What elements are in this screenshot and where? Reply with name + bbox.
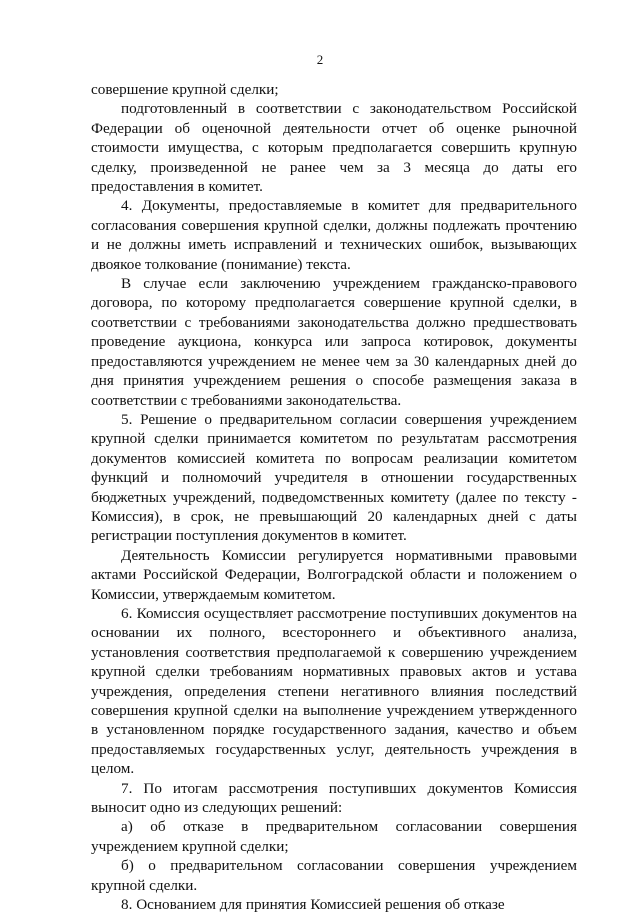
document-body — [91, 80, 577, 914]
paragraph: подготовленный в соответствии с законодательством Российской Федерации об оценочной деятельности отчет об оценке рыночной стоимости имущества, с которым предполагается совершить крупную сделку, произведенной не ранее чем за 3 месяца до даты его предоставления в комитет. — [91, 100, 577, 196]
paragraph: б) о предварительном согласовании совершения учреждением крупной сделки. — [91, 857, 577, 894]
paragraph: а) об отказе в предварительном согласовании совершения учреждением крупной сделки; — [91, 818, 577, 855]
paragraph: 4. Документы, предоставляемые в комитет для предварительного согласования совершения крупной сделки, должны подлежать прочтению и не должны иметь исправлений и технических ошибок, вызывающих двоякое толкование (понимание) текста. — [91, 197, 577, 273]
page-number: 2 — [316, 52, 324, 67]
paragraph: 6. Комиссия осуществляет рассмотрение поступивших документов на основании их полного, всестороннего и объективного анализа, установления соответствия предполагаемой к совершению учреждением крупной сделки требованиям нормативных правовых актов и устава учреждения, определения степени негативного влияния последствий совершения крупной сделки на выполнение учреждением утвержденного в установленном порядке государственного задания, качество и объем предоставляемых государственных услуг, деятельность учреждения в целом. — [91, 604, 577, 778]
paragraph: 5. Решение о предварительном согласии совершения учреждением крупной сделки принимается комитетом по результатам рассмотрения документов комиссией комитета по вопросам реализации комитетом функций и полномочий учредителя в отношении государственных бюджетных учреждений, подведомственных комитету (далее по тексту - Комиссия), в срок, не превышающий 20 календарных дней с даты регистрации поступления документов в комитет. — [91, 410, 577, 545]
paragraph: В случае если заключению учреждением гражданско-правового договора, по которому предполагается совершение крупной сделки, в соответствии с требованиями законодательства должно предшествовать проведение аукциона, конкурса или запроса котировок, документы предоставляются учреждением не менее чем за 30 календарных дней до дня принятия учреждением решения о способе размещения заказа в соответствии с требованиями законодательства. — [91, 275, 577, 409]
paragraph: 7. По итогам рассмотрения поступивших документов Комиссия выносит одно из следующих решений: — [91, 779, 577, 817]
paragraph: совершение крупной сделки; — [91, 81, 279, 98]
paragraph: Деятельность Комиссии регулируется нормативными правовыми актами Российской Федерации, Волгоградской области и положением о Комиссии, утверждаемым комитетом. — [91, 546, 577, 603]
paragraph: 8. Основанием для принятия Комиссией решения об отказе — [121, 896, 505, 914]
